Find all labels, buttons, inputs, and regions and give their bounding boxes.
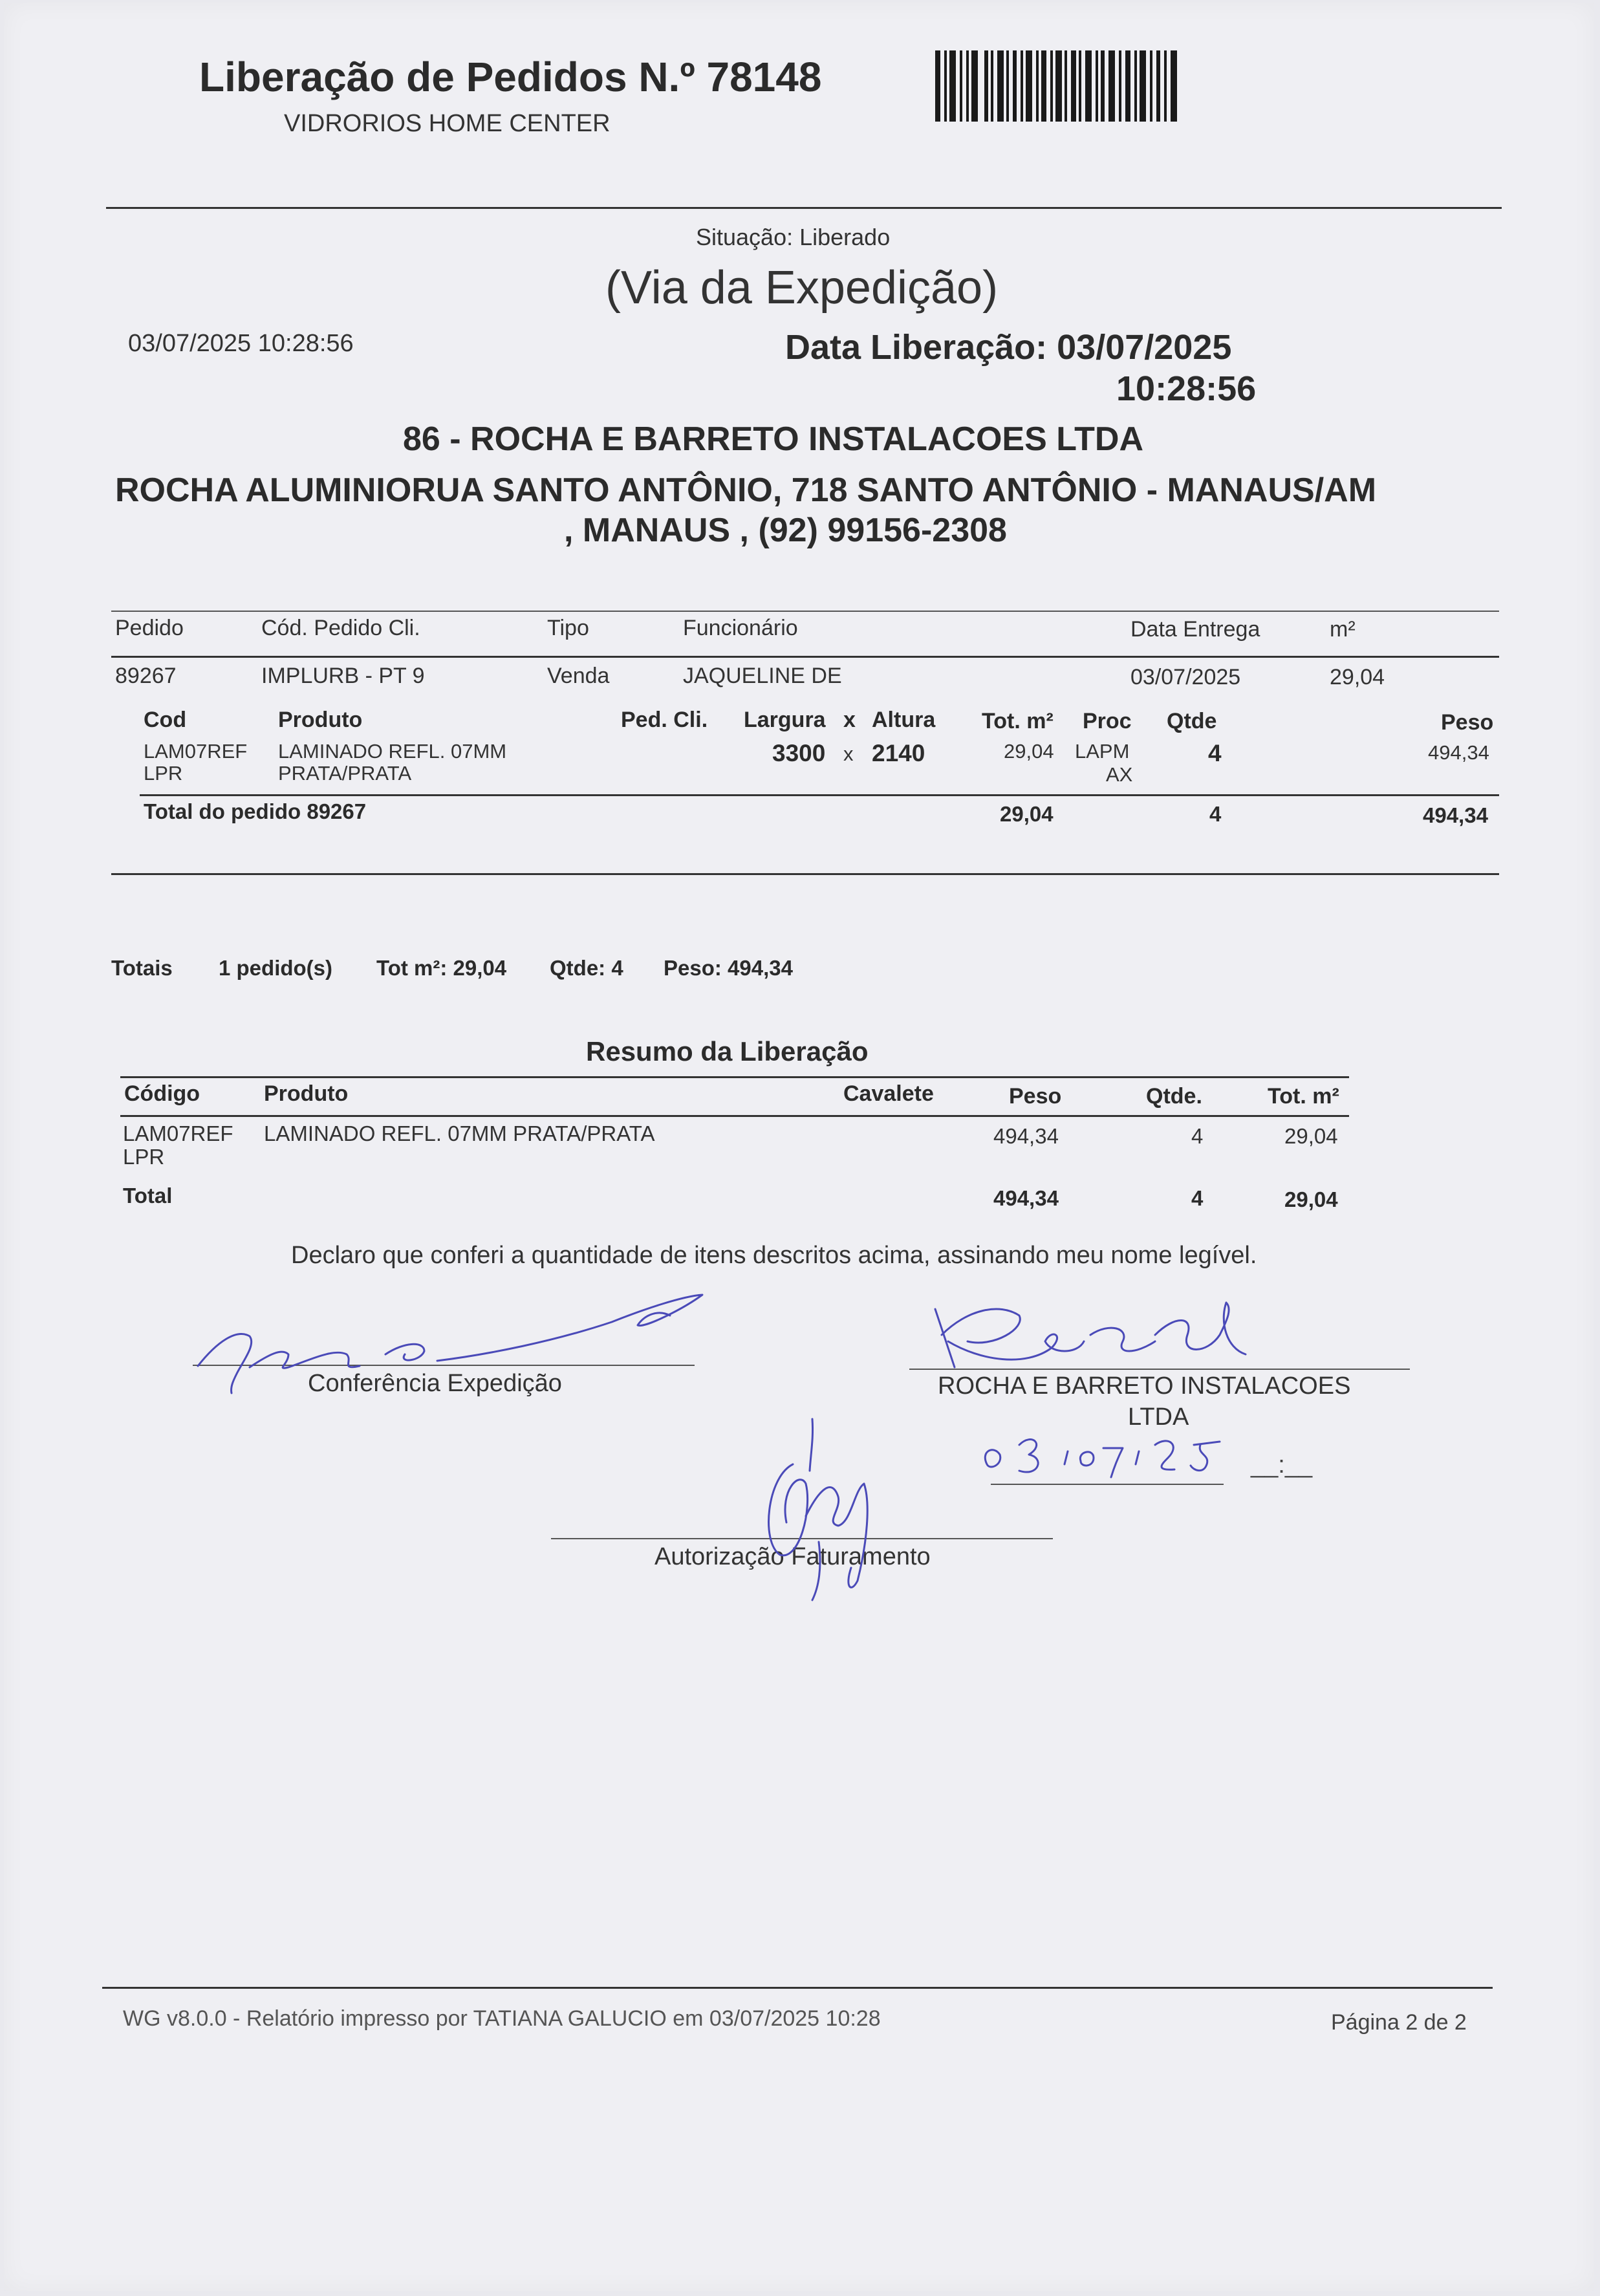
resumo-header-peso: Peso	[1009, 1084, 1062, 1109]
cliente-signature-ink	[922, 1296, 1259, 1380]
resumo-total-label: Total	[123, 1184, 173, 1208]
resumo-total-qtde: 4	[1191, 1186, 1204, 1210]
items-total-peso: 494,34	[1423, 803, 1488, 827]
item-proc-line2: AX	[1106, 763, 1133, 786]
document-page	[4, 3, 1594, 2291]
order-pedido: 89267	[115, 664, 177, 688]
resumo-tot-m2: 29,04	[1284, 1124, 1338, 1148]
resumo-title: Resumo da Liberação	[586, 1036, 869, 1067]
item-largura: 3300	[772, 740, 826, 766]
resumo-header-codigo: Código	[124, 1081, 200, 1106]
order-funcionario: JAQUELINE DE	[683, 664, 842, 688]
client-address-line1: ROCHA ALUMINIORUA SANTO ANTÔNIO, 718 SANTO ANTÔNIO - MANAUS/AM	[115, 471, 1377, 509]
footer-printed-by: WG v8.0.0 - Relatório impresso por TATIANA GALUCIO em 03/07/2025 10:28	[123, 2006, 881, 2031]
resumo-codigo-line2: LPR	[123, 1145, 165, 1169]
order-data-entrega: 03/07/2025	[1130, 665, 1241, 689]
footer-page-number: Página 2 de 2	[1331, 2010, 1467, 2035]
declaration-text: Declaro que conferi a quantidade de itens descritos acima, assinando meu nome legível.	[291, 1242, 1257, 1269]
order-m2: 29,04	[1330, 665, 1385, 689]
totais-qtde: Qtde: 4	[550, 956, 623, 980]
order-table-header-rule	[111, 656, 1499, 658]
barcode-icon	[935, 50, 1181, 122]
item-proc-line1: LAPM	[1075, 740, 1130, 763]
cliente-label-line1: ROCHA E BARRETO INSTALACOES	[938, 1372, 1351, 1400]
resumo-header-cavalete: Cavalete	[843, 1081, 934, 1106]
items-header-produto: Produto	[278, 708, 363, 732]
document-title: Liberação de Pedidos N.º 78148	[199, 54, 822, 100]
items-header-proc: Proc	[1083, 709, 1132, 733]
order-header-cod-cli: Cód. Pedido Cli.	[261, 616, 420, 640]
items-header-tot-m2: Tot. m²	[982, 709, 1054, 733]
item-cod-line2: LPR	[144, 762, 183, 785]
items-header-cod: Cod	[144, 708, 187, 732]
totais-m2: Tot m²: 29,04	[376, 956, 507, 980]
item-x: x	[843, 742, 854, 765]
item-produto-line2: PRATA/PRATA	[278, 762, 412, 785]
order-header-m2: m²	[1330, 617, 1356, 642]
resumo-top-rule	[120, 1076, 1349, 1078]
items-header-x: x	[843, 708, 856, 732]
autorizacao-label: Autorização Faturamento	[654, 1543, 931, 1570]
resumo-produto: LAMINADO REFL. 07MM PRATA/PRATA	[264, 1121, 655, 1145]
resumo-qtde: 4	[1191, 1124, 1204, 1148]
order-header-funcionario: Funcionário	[683, 616, 798, 640]
date-time-blank: __:__	[1251, 1451, 1313, 1478]
resumo-header-produto: Produto	[264, 1081, 349, 1106]
resumo-codigo-line1: LAM07REF	[123, 1121, 233, 1145]
resumo-total-peso: 494,34	[993, 1186, 1059, 1210]
cliente-label-line2: LTDA	[1128, 1403, 1189, 1431]
order-header-tipo: Tipo	[547, 616, 589, 640]
conferencia-label: Conferência Expedição	[308, 1370, 562, 1397]
items-header-largura: Largura	[744, 708, 826, 732]
handwritten-date-ink	[974, 1425, 1259, 1484]
status-situacao: Situação: Liberado	[696, 224, 891, 250]
items-header-qtde: Qtde	[1167, 709, 1217, 733]
items-total-rule	[140, 794, 1499, 796]
client-address-line2: , MANAUS , (92) 99156-2308	[564, 512, 1007, 549]
liberacao-time: 10:28:56	[1116, 369, 1257, 408]
order-table-top-rule	[111, 611, 1499, 612]
items-total-label: Total do pedido 89267	[144, 799, 367, 823]
order-header-pedido: Pedido	[115, 616, 184, 640]
company-name: VIDRORIOS HOME CENTER	[284, 110, 611, 137]
totais-label: Totais	[111, 956, 173, 980]
autorizacao-signature-ink	[741, 1413, 896, 1607]
items-header-altura: Altura	[872, 708, 936, 732]
items-header-ped-cli: Ped. Cli.	[621, 708, 708, 732]
resumo-total-tot-m2: 29,04	[1284, 1187, 1338, 1211]
item-cod-line1: LAM07REF	[144, 740, 248, 763]
item-qtde: 4	[1208, 740, 1222, 766]
header-divider	[106, 207, 1502, 209]
printed-datetime: 03/07/2025 10:28:56	[128, 330, 354, 357]
order-header-data-entrega: Data Entrega	[1130, 617, 1260, 642]
resumo-header-rule	[120, 1115, 1349, 1117]
totais-pedidos: 1 pedido(s)	[219, 956, 333, 980]
item-produto-line1: LAMINADO REFL. 07MM	[278, 740, 507, 763]
items-total-qtde: 4	[1209, 802, 1222, 826]
resumo-peso: 494,34	[993, 1124, 1059, 1148]
items-total-m2: 29,04	[1000, 802, 1054, 826]
liberacao-date: Data Liberação: 03/07/2025	[785, 328, 1232, 367]
client-name: 86 - ROCHA E BARRETO INSTALACOES LTDA	[403, 420, 1144, 458]
totais-peso: Peso: 494,34	[664, 956, 793, 980]
footer-rule	[102, 1987, 1493, 1989]
resumo-header-tot-m2: Tot. m²	[1268, 1084, 1339, 1109]
date-blank-line	[991, 1484, 1224, 1485]
order-cod-cli: IMPLURB - PT 9	[261, 664, 425, 688]
item-tot-m2: 29,04	[1004, 740, 1054, 763]
via-label: (Via da Expedição)	[605, 262, 999, 314]
resumo-header-qtde: Qtde.	[1146, 1084, 1202, 1109]
order-section-bottom-rule	[111, 873, 1499, 875]
items-header-peso: Peso	[1441, 710, 1494, 735]
conferencia-signature-ink	[191, 1290, 709, 1406]
item-altura: 2140	[872, 740, 925, 766]
order-tipo: Venda	[547, 664, 610, 688]
item-peso: 494,34	[1428, 741, 1489, 764]
